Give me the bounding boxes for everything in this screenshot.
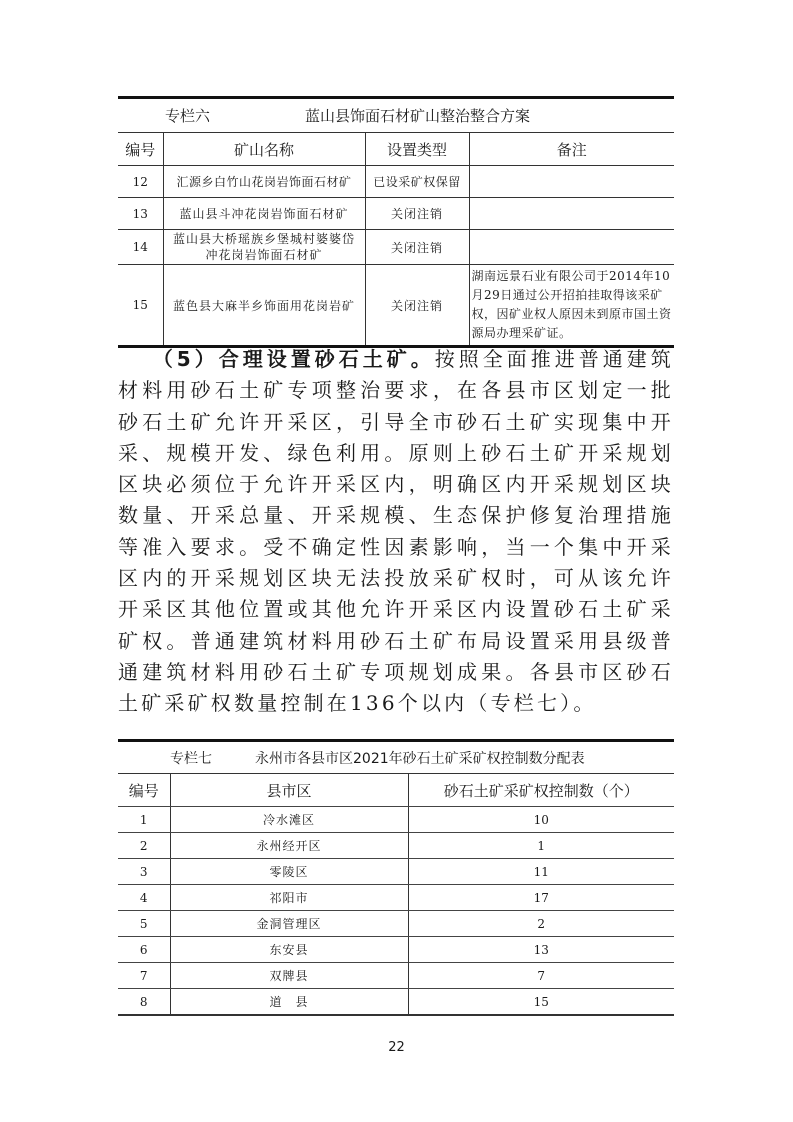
table-row <box>118 937 674 963</box>
cell-count: 7 <box>408 963 674 989</box>
table-row <box>118 911 674 937</box>
cell-district: 金洞管理区 <box>170 911 408 937</box>
cell-no: 15 <box>118 265 163 347</box>
cell-no: 1 <box>118 807 170 833</box>
table-6 <box>118 96 674 348</box>
cell-no: 7 <box>118 963 170 989</box>
table-row <box>118 230 674 265</box>
table-7 <box>118 739 674 1016</box>
cell-no: 4 <box>118 885 170 911</box>
cell-note <box>469 198 674 230</box>
cell-district: 永州经开区 <box>170 833 408 859</box>
header-note: 备注 <box>469 133 674 166</box>
cell-no: 12 <box>118 166 163 198</box>
cell-mine-name: 蓝山县大桥瑶族乡堡城村婆婆岱冲花岗岩饰面石材矿 <box>163 230 365 265</box>
table-header-row <box>118 774 674 807</box>
table-row <box>118 807 674 833</box>
cell-no: 6 <box>118 937 170 963</box>
cell-district: 双牌县 <box>170 963 408 989</box>
paragraph-text: 按照全面推进普通建筑材料用砂石土矿专项整治要求，在各县市区划定一批砂石土矿允许开采区，引导全市砂石土矿实现集中开采、规模开发、绿色利用。原则上砂石土矿开采规划区块必须位于允许开采区内，明确区内开采规划区块数量、开采总量、开采规模、生态保护修复治理措施等准入要求。受不确定性因素影响，当一个集中开采区内的开采规划区块无法投放采矿权时，可从该允许开采区其他位置或其他允许开采区内设置砂石土矿采矿权。普通建筑材料用砂石土矿布局设置采用县级普通建筑材料用砂石土矿专项规划成果。各县市区砂石土矿采矿权数量控制在136个以内（专栏七）。 <box>118 347 674 716</box>
cell-no: 13 <box>118 198 163 230</box>
cell-no: 2 <box>118 833 170 859</box>
cell-count: 15 <box>408 989 674 1016</box>
header-count: 砂石土矿采矿权控制数（个） <box>408 774 674 807</box>
header-no: 编号 <box>118 774 170 807</box>
body-paragraph <box>118 344 674 720</box>
cell-count: 2 <box>408 911 674 937</box>
cell-no: 5 <box>118 911 170 937</box>
cell-district: 零陵区 <box>170 859 408 885</box>
cell-count: 13 <box>408 937 674 963</box>
table-row <box>118 989 674 1016</box>
cell-count: 1 <box>408 833 674 859</box>
table-6-grid <box>118 133 674 348</box>
header-district: 县市区 <box>170 774 408 807</box>
cell-mine-name: 蓝山县斗冲花岗岩饰面石材矿 <box>163 198 365 230</box>
cell-count: 11 <box>408 859 674 885</box>
cell-district: 冷水滩区 <box>170 807 408 833</box>
table-row <box>118 833 674 859</box>
cell-note: 湖南远景石业有限公司于2014年10月29日通过公开招拍挂取得该采矿权，因矿业权人原因未到原市国土资源局办理采矿证。 <box>469 265 674 347</box>
table-7-caption <box>118 742 674 774</box>
header-no: 编号 <box>118 133 163 166</box>
paragraph-heading: （5）合理设置砂石土矿。 <box>152 347 435 371</box>
cell-mine-name: 蓝色县大麻半乡饰面用花岗岩矿 <box>163 265 365 347</box>
cell-note <box>469 166 674 198</box>
table-row <box>118 166 674 198</box>
cell-district: 祁阳市 <box>170 885 408 911</box>
cell-no: 8 <box>118 989 170 1016</box>
cell-district: 东安县 <box>170 937 408 963</box>
cell-count: 10 <box>408 807 674 833</box>
cell-type: 关闭注销 <box>365 198 469 230</box>
table-6-caption <box>118 99 674 133</box>
table-7-title: 永州市各县市区2021年砂石土矿采矿权控制数分配表 <box>255 750 585 767</box>
table-row <box>118 198 674 230</box>
table-row <box>118 885 674 911</box>
cell-type: 关闭注销 <box>365 265 469 347</box>
header-mine-name: 矿山名称 <box>163 133 365 166</box>
cell-no: 3 <box>118 859 170 885</box>
table-6-title: 蓝山县饰面石材矿山整治整合方案 <box>305 107 531 125</box>
cell-type: 关闭注销 <box>365 230 469 265</box>
header-type: 设置类型 <box>365 133 469 166</box>
cell-no: 14 <box>118 230 163 265</box>
table-row <box>118 963 674 989</box>
page-number: 22 <box>388 1040 405 1055</box>
cell-count: 17 <box>408 885 674 911</box>
cell-type: 已设采矿权保留 <box>365 166 469 198</box>
cell-mine-name: 汇源乡白竹山花岗岩饰面石材矿 <box>163 166 365 198</box>
table-7-grid <box>118 774 674 1016</box>
table-7-label: 专栏七 <box>170 750 212 767</box>
table-6-label: 专栏六 <box>165 107 211 125</box>
table-header-row <box>118 133 674 166</box>
table-row <box>118 265 674 347</box>
cell-note <box>469 230 674 265</box>
table-row <box>118 859 674 885</box>
cell-district: 道 县 <box>170 989 408 1016</box>
